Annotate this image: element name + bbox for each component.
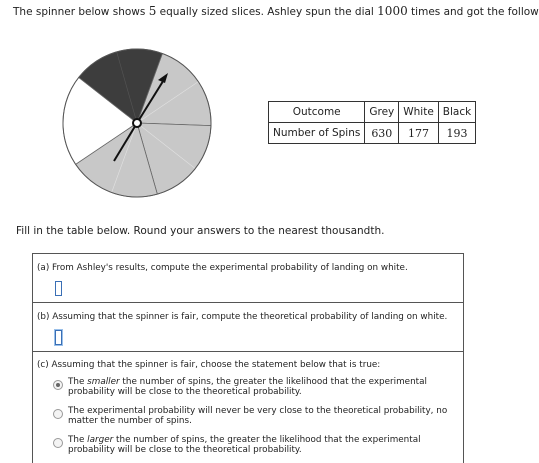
header-white: White (399, 102, 439, 123)
option-line-2: matter the number of spins. (68, 416, 192, 426)
radio-button[interactable] (53, 380, 63, 390)
spinner-hub (133, 119, 141, 127)
question-c-text: (c) Assuming that the spinner is fair, choose the statement below that is true: (37, 360, 381, 370)
row-label: Number of Spins (269, 123, 365, 144)
black-count: 193 (438, 123, 475, 144)
question-a-text: (a) From Ashley's results, compute the experimental probability of landing on white. (37, 263, 408, 273)
radio-button[interactable] (53, 438, 63, 448)
option-line-1: The larger the number of spins, the greater the likelihood that the experimental (68, 435, 421, 445)
problem-intro (13, 4, 539, 18)
intro-text-3: times and got the follow (407, 6, 539, 18)
question-a-answer-input[interactable] (55, 281, 62, 296)
slice-count: 5 (148, 4, 157, 18)
question-c-box (32, 351, 464, 463)
white-count: 177 (399, 123, 439, 144)
radio-button[interactable] (53, 409, 63, 419)
option-line-2: probability will be close to the theoretical probability. (68, 387, 302, 397)
instructions: Fill in the table below. Round your answers to the nearest thousandth. (16, 225, 385, 237)
grey-count: 630 (365, 123, 399, 144)
option-line-1: The experimental probability will never be very close to the theoretical probability, no (68, 406, 448, 416)
question-b-box (32, 302, 464, 352)
table-row (269, 123, 476, 144)
question-b-text: (b) Assuming that the spinner is fair, compute the theoretical probability of landing on white. (37, 312, 448, 322)
option-line-1: The smaller the number of spins, the greater the likelihood that the experimental (68, 377, 427, 387)
spin-count: 1000 (377, 4, 408, 18)
results-table (268, 101, 476, 144)
option-line-2: probability will be close to the theoretical probability. (68, 445, 302, 455)
spinner-diagram (55, 45, 225, 205)
table-header-row (269, 102, 476, 123)
question-a-box (32, 253, 464, 303)
intro-text-2: equally sized slices. Ashley spun the dial (156, 6, 378, 18)
header-black: Black (438, 102, 475, 123)
header-grey: Grey (365, 102, 399, 123)
question-b-answer-input[interactable] (55, 330, 62, 345)
intro-text-1: The spinner below shows (13, 6, 149, 18)
header-outcome: Outcome (269, 102, 365, 123)
